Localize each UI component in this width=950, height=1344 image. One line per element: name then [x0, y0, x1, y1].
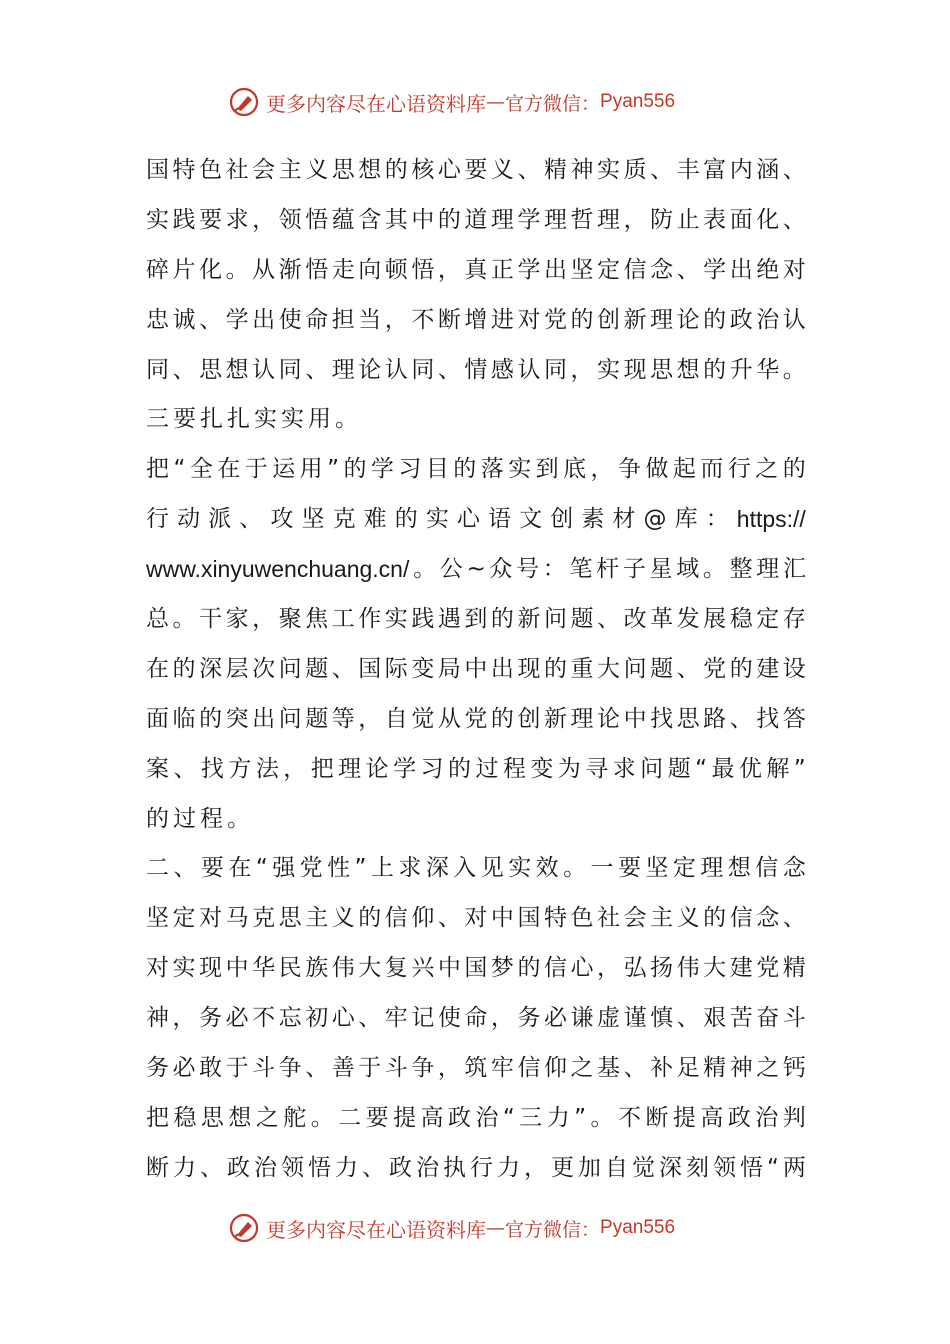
footer-banner	[228, 1208, 675, 1248]
text-line: 同 、 思 想 认 同 、 理 论 认 同 、 情 感 认 同 ， 实 现 思 想 的 升 华 。	[146, 356, 806, 383]
banner-wechat-label: 官方微信：	[505, 1218, 601, 1241]
text-line: 行 动 派 、 攻 坚 克 难 的 实 心 语 文 创 素 材 @ 库 ： https://	[146, 506, 806, 533]
pen-nib-logo-icon	[228, 86, 260, 118]
text-line: 国 特 色 社 会 主 义 思 想 的 核 心 要 义 、 精 神 实 质 、 丰 富 内 涵 、	[146, 157, 806, 183]
text-line: 坚 定 对 马 克 思 主 义 的 信 仰 、 对 中 国 特 色 社 会 主 义 的 信 念 、	[146, 905, 806, 932]
header-banner	[228, 82, 675, 122]
text-line: 碎 片 化 。 从 渐 悟 走 向 顿 悟 ， 真 正 学 出 坚 定 信 念 、 学 出 绝 对	[146, 256, 806, 283]
text-line: 二 、 要 在 “ 强 党 性 ” 上 求 深 入 见 实 效 。 一 要 坚 定 理 想 信 念	[146, 855, 806, 882]
text-line: 把 “ 全 在 于 运 用 ” 的 学 习 目 的 落 实 到 底 ， 争 做 起 而 行 之 的	[146, 456, 806, 483]
document-body	[146, 146, 806, 1194]
text-line: 断 力 、 政 治 领 悟 力 、 政 治 执 行 力 ， 更 加 自 觉 深 刻 领 悟 “ 两	[146, 1154, 806, 1181]
text-line: 在 的 深 层 次 问 题 、 国 际 变 局 中 出 现 的 重 大 问 题 、 党 的 建 设	[146, 655, 806, 682]
text-line: 案 、 找 方 法 ， 把 理 论 学 习 的 过 程 变 为 寻 求 问 题 “ 最 优 解 ”	[146, 755, 806, 782]
banner-dash: —	[486, 1217, 505, 1239]
pen-nib-logo-icon	[228, 1212, 260, 1244]
banner-wechat-id: Pyan556	[600, 1217, 676, 1238]
banner-title: 更多内容尽在心语资料库	[266, 1217, 486, 1242]
text-line: 的过程。	[146, 805, 254, 832]
text-line: 务 必 敢 于 斗 争 、 善 于 斗 争 ， 筑 牢 信 仰 之 基 、 补 足 精 神 之 钙	[146, 1055, 806, 1082]
text-line: 三要扎扎实实用。	[146, 406, 362, 433]
banner-wechat-id: Pyan556	[600, 91, 676, 112]
banner-dash: —	[486, 91, 505, 113]
text-line: 实 践 要 求 ， 领 悟 蕴 含 其 中 的 道 理 学 理 哲 理 ， 防 止 表 面 化 、	[146, 206, 806, 233]
banner-title: 更多内容尽在心语资料库	[266, 91, 486, 116]
text-line: www.xinyuwenchuang.cn/ 。 公 ~ 众 号 ： 笔 杆 子 星 域 。 整 理 汇	[146, 556, 806, 583]
text-line: 忠 诚 、 学 出 使 命 担 当 ， 不 断 增 进 对 党 的 创 新 理 论 的 政 治 认	[146, 306, 806, 333]
text-line: 对 实 现 中 华 民 族 伟 大 复 兴 中 国 梦 的 信 心 ， 弘 扬 伟 大 建 党 精	[146, 955, 806, 982]
banner-wechat-label: 官方微信：	[505, 92, 601, 115]
text-line: 神 ， 务 必 不 忘 初 心 、 牢 记 使 命 ， 务 必 谦 虚 谨 慎 、 艰 苦 奋 斗	[146, 1005, 806, 1032]
text-line: 面 临 的 突 出 问 题 等 ， 自 觉 从 党 的 创 新 理 论 中 找 思 路 、 找 答	[146, 705, 806, 732]
text-line: 总 。 干 家 ， 聚 焦 工 作 实 践 遇 到 的 新 问 题 、 改 革 发 展 稳 定 存	[146, 606, 806, 633]
text-line: 把 稳 思 想 之 舵 。 二 要 提 高 政 治 “ 三 力 ” 。 不 断 提 高 政 治 判	[146, 1104, 806, 1131]
